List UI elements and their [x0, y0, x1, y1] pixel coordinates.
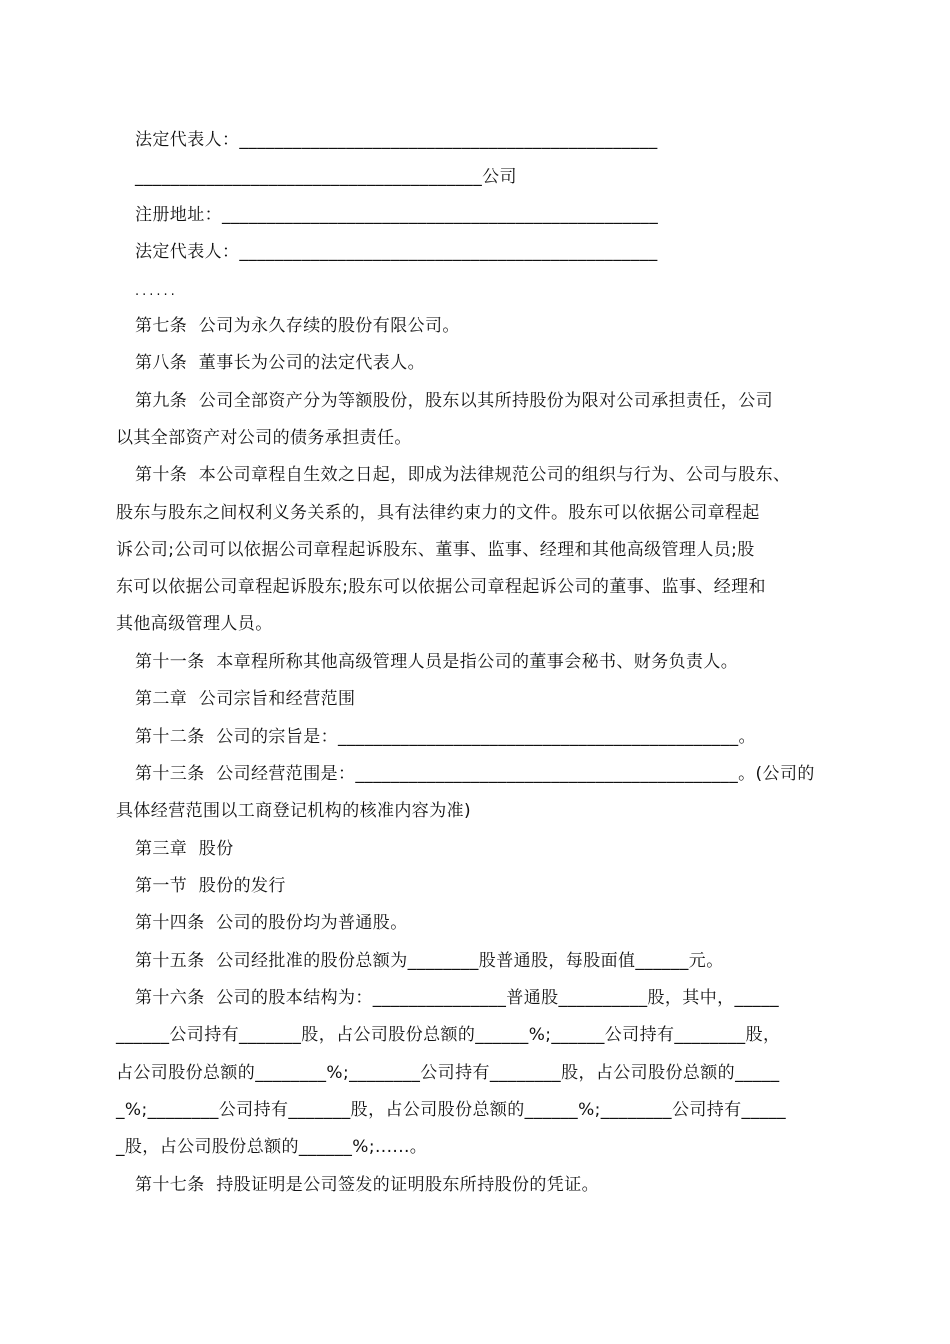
- article-8: 第八条 董事长为公司的法定代表人。: [135, 353, 426, 373]
- article-16-line-1: 第十六条 公司的股本结构为：_______________普通股__________股，其中，_____: [135, 988, 780, 1008]
- registered-address-field: 注册地址：_________________________________________________: [135, 205, 659, 225]
- article-10-line-5: 其他高级管理人员。: [116, 614, 273, 634]
- chapter-3-heading: 第三章 股份: [135, 839, 234, 859]
- article-14: 第十四条 公司的股份均为普通股。: [135, 913, 408, 933]
- article-17: 第十七条 持股证明是公司签发的证明股东所持股份的凭证。: [135, 1175, 600, 1195]
- article-13-line-1: 第十三条 公司经营范围是：___________________________________________。(公司的: [135, 764, 815, 784]
- legal-rep-field-1: 法定代表人：_______________________________________________: [135, 130, 658, 150]
- article-11: 第十一条 本章程所称其他高级管理人员是指公司的董事会秘书、财务负责人。: [135, 652, 739, 672]
- article-16-line-4: _%;________公司持有_______股，占公司股份总额的______%;________公司持有_____: [116, 1100, 787, 1120]
- article-16-line-5: _股，占公司股份总额的______%;......。: [116, 1137, 428, 1157]
- chapter-2-heading: 第二章 公司宗旨和经营范围: [135, 689, 356, 709]
- article-15: 第十五条 公司经批准的股份总额为________股普通股，每股面值______元。: [135, 951, 724, 971]
- article-7: 第七条 公司为永久存续的股份有限公司。: [135, 316, 460, 336]
- article-16-line-3: 占公司股份总额的________%;________公司持有________股，占公司股份总额的_____: [116, 1063, 780, 1083]
- article-16-line-2: ______公司持有_______股，占公司股份总额的______%;______公司持有________股，: [116, 1025, 781, 1045]
- article-13-line-2: 具体经营范围以工商登记机构的核准内容为准): [116, 801, 472, 821]
- company-name-field: _______________________________________公司: [135, 167, 517, 187]
- article-10-line-3: 诉公司;公司可以依据公司章程起诉股东、董事、监事、经理和其他高级管理人员;股: [116, 540, 755, 560]
- legal-rep-field-2: 法定代表人：_______________________________________________: [135, 242, 658, 262]
- article-10-line-2: 股东与股东之间权利义务关系的，具有法律约束力的文件。股东可以依据公司章程起: [116, 503, 760, 523]
- ellipsis: ......: [135, 284, 178, 299]
- article-9-line-2: 以其全部资产对公司的债务承担责任。: [116, 428, 412, 448]
- section-1-heading: 第一节 股份的发行: [135, 876, 286, 896]
- article-10-line-4: 东可以依据公司章程起诉股东;股东可以依据公司章程起诉公司的董事、监事、经理和: [116, 577, 766, 597]
- article-10-line-1: 第十条 本公司章程自生效之日起，即成为法律规范公司的组织与行为、公司与股东、: [135, 465, 791, 485]
- article-9-line-1: 第九条 公司全部资产分为等额股份，股东以其所持股份为限对公司承担责任，公司: [135, 391, 774, 411]
- article-12: 第十二条 公司的宗旨是：_____________________________________________。: [135, 727, 756, 747]
